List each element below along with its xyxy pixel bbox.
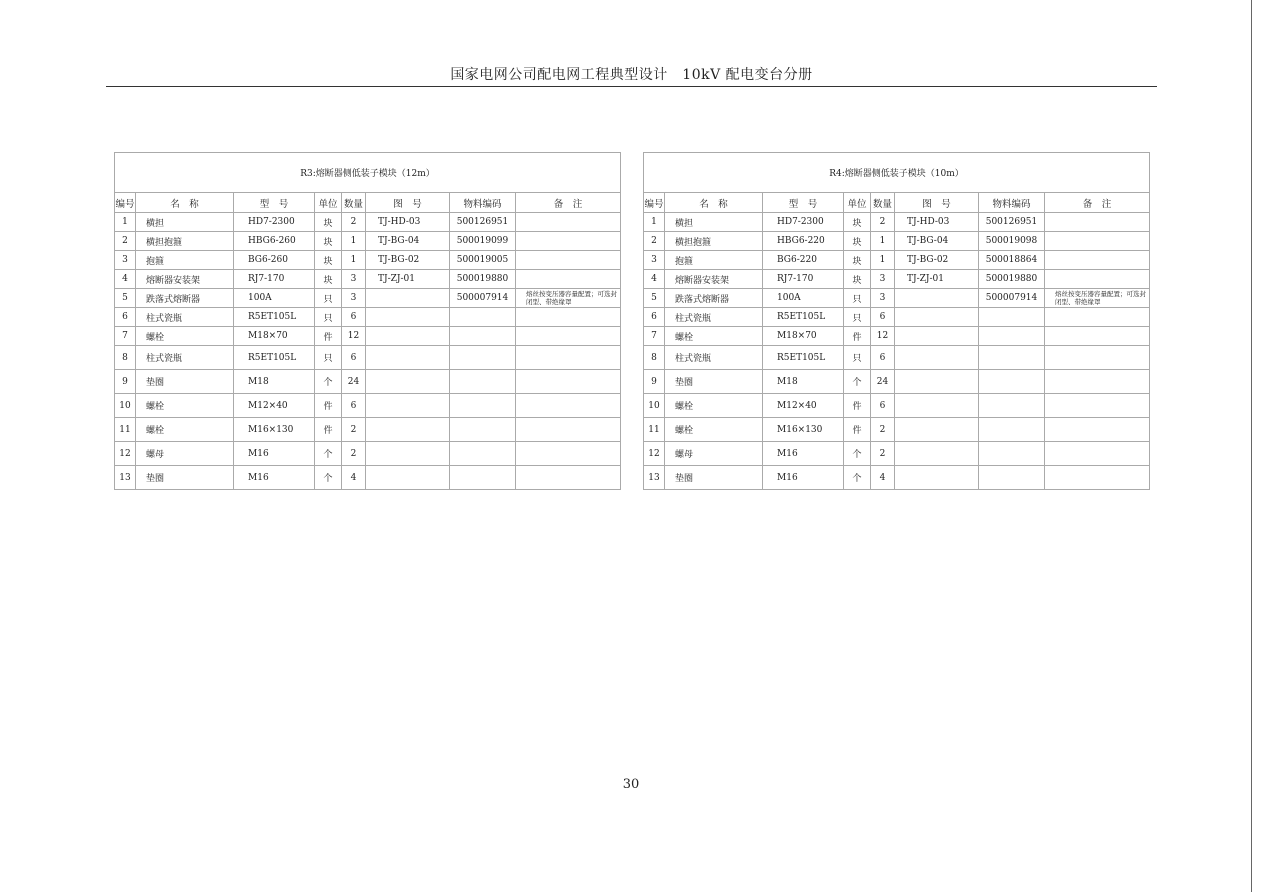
cell-material-code: 500018864	[979, 251, 1045, 270]
cell-material-code	[979, 327, 1045, 346]
cell-model: R5ET105L	[234, 346, 315, 370]
cell-quantity: 2	[342, 418, 366, 442]
cell-name: 螺母	[136, 442, 234, 466]
cell-model: BG6-220	[763, 251, 844, 270]
cell-material-code	[979, 370, 1045, 394]
cell-unit: 块	[315, 213, 342, 232]
cell-name: 垫圈	[665, 466, 763, 490]
cell-index: 3	[115, 251, 136, 270]
table-row	[644, 370, 1150, 394]
cell-drawing	[366, 308, 450, 327]
cell-index: 8	[115, 346, 136, 370]
cell-name: 螺栓	[665, 394, 763, 418]
cell-unit: 只	[315, 308, 342, 327]
cell-name: 垫圈	[665, 370, 763, 394]
cell-quantity: 6	[342, 308, 366, 327]
cell-name: 螺栓	[136, 327, 234, 346]
cell-material-code: 500019880	[450, 270, 516, 289]
cell-name: 螺栓	[136, 418, 234, 442]
cell-name: 抱箍	[665, 251, 763, 270]
cell-index: 4	[644, 270, 665, 289]
cell-quantity: 6	[871, 346, 895, 370]
cell-remark	[516, 346, 621, 370]
cell-index: 2	[644, 232, 665, 251]
cell-drawing: TJ-BG-04	[366, 232, 450, 251]
cell-quantity: 6	[871, 394, 895, 418]
cell-name: 熔断器安装架	[665, 270, 763, 289]
cell-drawing: TJ-HD-03	[895, 213, 979, 232]
cell-material-code	[450, 370, 516, 394]
header-material-code: 物料编码	[979, 193, 1045, 213]
cell-model: R5ET105L	[234, 308, 315, 327]
table-row	[115, 394, 621, 418]
cell-remark	[516, 251, 621, 270]
table-row	[644, 251, 1150, 270]
cell-material-code	[450, 394, 516, 418]
cell-quantity: 6	[342, 394, 366, 418]
cell-material-code	[450, 327, 516, 346]
cell-unit: 件	[315, 327, 342, 346]
cell-model: 100A	[234, 289, 315, 308]
cell-unit: 只	[315, 346, 342, 370]
cell-quantity: 4	[342, 466, 366, 490]
cell-drawing	[895, 442, 979, 466]
cell-name: 柱式瓷瓶	[136, 308, 234, 327]
cell-unit: 只	[844, 346, 871, 370]
cell-unit: 个	[315, 370, 342, 394]
cell-name: 横担抱箍	[136, 232, 234, 251]
table-row	[115, 213, 621, 232]
table-row	[644, 308, 1150, 327]
cell-model: HD7-2300	[234, 213, 315, 232]
cell-model: M18	[234, 370, 315, 394]
page-number: 30	[622, 777, 640, 792]
cell-drawing	[895, 346, 979, 370]
table-row	[644, 466, 1150, 490]
cell-index: 6	[115, 308, 136, 327]
cell-model: R5ET105L	[763, 308, 844, 327]
cell-drawing: TJ-ZJ-01	[366, 270, 450, 289]
cell-drawing	[895, 466, 979, 490]
cell-name: 柱式瓷瓶	[665, 308, 763, 327]
cell-remark	[1045, 270, 1150, 289]
cell-remark	[1045, 232, 1150, 251]
cell-model: M16	[763, 442, 844, 466]
cell-model: M16	[234, 442, 315, 466]
cell-material-code	[979, 308, 1045, 327]
cell-name: 横担	[136, 213, 234, 232]
cell-index: 12	[644, 442, 665, 466]
header-remark: 备 注	[516, 193, 621, 213]
cell-model: M16	[234, 466, 315, 490]
cell-index: 7	[644, 327, 665, 346]
table-row	[644, 327, 1150, 346]
cell-material-code	[450, 346, 516, 370]
cell-remark	[1045, 251, 1150, 270]
cell-name: 熔断器安装架	[136, 270, 234, 289]
cell-material-code	[450, 442, 516, 466]
cell-drawing	[366, 442, 450, 466]
cell-drawing: TJ-BG-02	[366, 251, 450, 270]
cell-quantity: 2	[342, 442, 366, 466]
cell-unit: 件	[844, 327, 871, 346]
cell-name: 螺栓	[665, 418, 763, 442]
cell-unit: 块	[844, 270, 871, 289]
cell-index: 5	[115, 289, 136, 308]
cell-name: 横担抱箍	[665, 232, 763, 251]
cell-drawing	[366, 370, 450, 394]
cell-drawing	[366, 327, 450, 346]
module-r3	[114, 152, 620, 490]
table-row	[115, 232, 621, 251]
cell-drawing	[895, 394, 979, 418]
cell-index: 5	[644, 289, 665, 308]
header-material-code: 物料编码	[450, 193, 516, 213]
cell-drawing	[366, 394, 450, 418]
cell-remark	[516, 308, 621, 327]
table-row	[644, 232, 1150, 251]
cell-drawing: TJ-HD-03	[366, 213, 450, 232]
cell-drawing	[366, 346, 450, 370]
header-drawing: 图 号	[895, 193, 979, 213]
table-row	[115, 327, 621, 346]
cell-unit: 块	[315, 270, 342, 289]
table-row	[115, 418, 621, 442]
cell-name: 抱箍	[136, 251, 234, 270]
cell-drawing	[366, 418, 450, 442]
header-quantity: 数量	[342, 193, 366, 213]
table-row	[115, 346, 621, 370]
table-row	[115, 466, 621, 490]
cell-drawing: TJ-BG-04	[895, 232, 979, 251]
cell-model: RJ7-170	[234, 270, 315, 289]
cell-index: 12	[115, 442, 136, 466]
cell-quantity: 1	[342, 232, 366, 251]
cell-remark: 熔丝按变压器容量配置；可选封闭型、带绝缘罩	[516, 289, 621, 308]
cell-remark	[516, 466, 621, 490]
cell-unit: 件	[844, 418, 871, 442]
header-unit: 单位	[844, 193, 871, 213]
module-title: R4:熔断器侧低装子模块（10m）	[644, 153, 1150, 193]
cell-model: HBG6-260	[234, 232, 315, 251]
cell-remark	[516, 418, 621, 442]
cell-model: R5ET105L	[763, 346, 844, 370]
cell-quantity: 24	[342, 370, 366, 394]
bom-rows	[644, 213, 1150, 490]
cell-remark	[1045, 394, 1150, 418]
cell-index: 11	[644, 418, 665, 442]
cell-remark	[1045, 213, 1150, 232]
cell-remark	[1045, 442, 1150, 466]
cell-material-code	[450, 466, 516, 490]
cell-drawing	[895, 370, 979, 394]
cell-quantity: 1	[871, 251, 895, 270]
table-row	[115, 251, 621, 270]
cell-name: 横担	[665, 213, 763, 232]
cell-remark	[516, 442, 621, 466]
cell-unit: 块	[315, 251, 342, 270]
cell-material-code: 500007914	[979, 289, 1045, 308]
cell-remark	[516, 232, 621, 251]
table-row	[644, 394, 1150, 418]
cell-drawing	[366, 466, 450, 490]
table-row	[644, 442, 1150, 466]
cell-index: 4	[115, 270, 136, 289]
cell-material-code: 500126951	[979, 213, 1045, 232]
cell-unit: 件	[315, 394, 342, 418]
table-row	[115, 442, 621, 466]
bom-table	[114, 152, 621, 490]
header-model: 型 号	[763, 193, 844, 213]
cell-remark	[1045, 327, 1150, 346]
table-row	[644, 418, 1150, 442]
cell-index: 10	[644, 394, 665, 418]
cell-material-code	[979, 346, 1045, 370]
cell-index: 13	[644, 466, 665, 490]
header-rule	[106, 86, 1157, 87]
cell-name: 螺栓	[136, 394, 234, 418]
header-unit: 单位	[315, 193, 342, 213]
cell-unit: 个	[844, 442, 871, 466]
cell-model: HD7-2300	[763, 213, 844, 232]
table-row	[115, 370, 621, 394]
cell-model: M12×40	[763, 394, 844, 418]
cell-name: 螺母	[665, 442, 763, 466]
table-row	[115, 270, 621, 289]
cell-quantity: 3	[871, 270, 895, 289]
cell-name: 垫圈	[136, 466, 234, 490]
cell-unit: 个	[844, 370, 871, 394]
cell-drawing	[895, 308, 979, 327]
cell-quantity: 2	[871, 442, 895, 466]
header-name: 名 称	[665, 193, 763, 213]
table-row	[115, 308, 621, 327]
cell-model: M18×70	[763, 327, 844, 346]
cell-remark	[1045, 370, 1150, 394]
cell-drawing: TJ-BG-02	[895, 251, 979, 270]
header-name: 名 称	[136, 193, 234, 213]
cell-index: 1	[644, 213, 665, 232]
cell-model: BG6-260	[234, 251, 315, 270]
header-quantity: 数量	[871, 193, 895, 213]
cell-model: M16×130	[763, 418, 844, 442]
module-title: R3:熔断器侧低装子模块（12m）	[115, 153, 621, 193]
cell-index: 7	[115, 327, 136, 346]
cell-remark	[516, 327, 621, 346]
cell-model: M16	[763, 466, 844, 490]
table-row	[644, 346, 1150, 370]
cell-quantity: 2	[871, 418, 895, 442]
cell-unit: 个	[844, 466, 871, 490]
cell-index: 8	[644, 346, 665, 370]
header-index: 编号	[644, 193, 665, 213]
cell-material-code: 500126951	[450, 213, 516, 232]
cell-quantity: 1	[871, 232, 895, 251]
header-remark: 备 注	[1045, 193, 1150, 213]
cell-name: 垫圈	[136, 370, 234, 394]
cell-name: 柱式瓷瓶	[665, 346, 763, 370]
cell-remark	[516, 370, 621, 394]
cell-unit: 件	[315, 418, 342, 442]
cell-index: 9	[115, 370, 136, 394]
header-model: 型 号	[234, 193, 315, 213]
cell-index: 1	[115, 213, 136, 232]
cell-name: 柱式瓷瓶	[136, 346, 234, 370]
cell-drawing	[895, 289, 979, 308]
bom-rows	[115, 213, 621, 490]
cell-quantity: 3	[871, 289, 895, 308]
cell-material-code: 500019098	[979, 232, 1045, 251]
cell-quantity: 3	[342, 289, 366, 308]
cell-index: 10	[115, 394, 136, 418]
header-index: 编号	[115, 193, 136, 213]
cell-material-code: 500019005	[450, 251, 516, 270]
cell-model: M16×130	[234, 418, 315, 442]
cell-drawing	[895, 327, 979, 346]
cell-index: 6	[644, 308, 665, 327]
cell-model: HBG6-220	[763, 232, 844, 251]
cell-unit: 只	[844, 289, 871, 308]
table-row	[644, 270, 1150, 289]
cell-unit: 只	[844, 308, 871, 327]
cell-model: M12×40	[234, 394, 315, 418]
cell-quantity: 2	[342, 213, 366, 232]
cell-unit: 件	[844, 394, 871, 418]
cell-drawing	[895, 418, 979, 442]
cell-unit: 块	[844, 213, 871, 232]
cell-unit: 个	[315, 442, 342, 466]
cell-material-code: 500019099	[450, 232, 516, 251]
cell-drawing	[366, 289, 450, 308]
cell-unit: 块	[844, 232, 871, 251]
cell-remark	[1045, 466, 1150, 490]
cell-unit: 只	[315, 289, 342, 308]
cell-index: 13	[115, 466, 136, 490]
cell-name: 跌落式熔断器	[136, 289, 234, 308]
module-r4	[643, 152, 1149, 490]
page-edge-line	[1251, 0, 1252, 892]
cell-remark: 熔丝按变压器容量配置；可选封闭型、带绝缘罩	[1045, 289, 1150, 308]
cell-quantity: 4	[871, 466, 895, 490]
cell-remark	[516, 213, 621, 232]
cell-material-code	[979, 442, 1045, 466]
cell-index: 3	[644, 251, 665, 270]
header-drawing: 图 号	[366, 193, 450, 213]
cell-remark	[1045, 308, 1150, 327]
cell-unit: 块	[844, 251, 871, 270]
cell-name: 跌落式熔断器	[665, 289, 763, 308]
cell-unit: 个	[315, 466, 342, 490]
cell-quantity: 24	[871, 370, 895, 394]
cell-unit: 块	[315, 232, 342, 251]
table-row	[644, 213, 1150, 232]
cell-drawing: TJ-ZJ-01	[895, 270, 979, 289]
bom-table	[643, 152, 1150, 490]
table-row	[644, 289, 1150, 308]
cell-material-code: 500019880	[979, 270, 1045, 289]
cell-quantity: 6	[871, 308, 895, 327]
cell-quantity: 2	[871, 213, 895, 232]
cell-quantity: 6	[342, 346, 366, 370]
cell-index: 9	[644, 370, 665, 394]
cell-remark	[516, 394, 621, 418]
cell-remark	[1045, 346, 1150, 370]
table-row	[115, 289, 621, 308]
cell-material-code	[979, 394, 1045, 418]
cell-remark	[1045, 418, 1150, 442]
cell-quantity: 1	[342, 251, 366, 270]
cell-index: 11	[115, 418, 136, 442]
cell-name: 螺栓	[665, 327, 763, 346]
cell-remark	[516, 270, 621, 289]
cell-material-code	[979, 418, 1045, 442]
cell-index: 2	[115, 232, 136, 251]
cell-material-code	[979, 466, 1045, 490]
cell-model: M18	[763, 370, 844, 394]
cell-quantity: 12	[871, 327, 895, 346]
page-header-title: 国家电网公司配电网工程典型设计 10kV 配电变台分册	[450, 67, 813, 83]
cell-model: M18×70	[234, 327, 315, 346]
cell-model: 100A	[763, 289, 844, 308]
cell-material-code	[450, 308, 516, 327]
cell-material-code	[450, 418, 516, 442]
cell-material-code: 500007914	[450, 289, 516, 308]
cell-model: RJ7-170	[763, 270, 844, 289]
cell-quantity: 12	[342, 327, 366, 346]
cell-quantity: 3	[342, 270, 366, 289]
